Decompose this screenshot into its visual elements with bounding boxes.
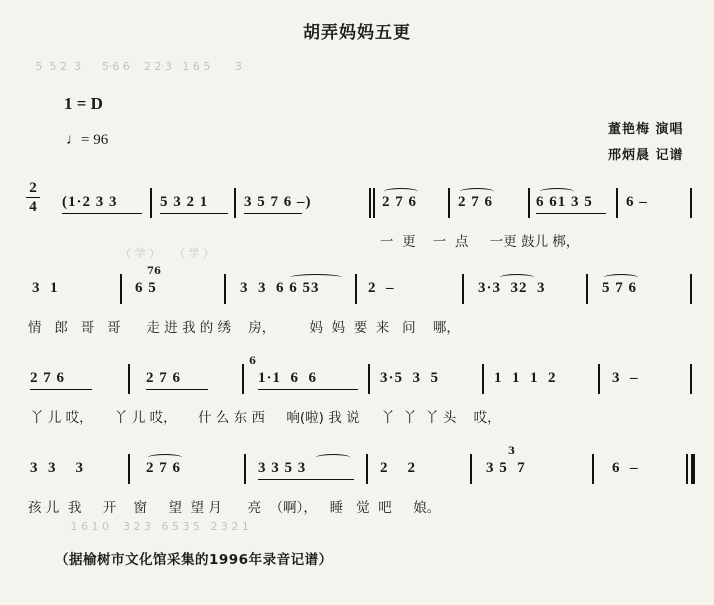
measure: 2 2 (380, 460, 416, 476)
lyrics-line: 情 郎 哥 哥 走 进 我 的 绣 房， 妈 妈 要 来 问 哪， (28, 320, 460, 336)
slur (148, 454, 182, 461)
barline (355, 274, 357, 304)
barline (592, 454, 594, 484)
barline (598, 364, 600, 394)
barline (690, 274, 692, 304)
beam-underline (30, 389, 92, 390)
lyrics-line: 孩 儿 我 开 窗 望 望 月 亮 （啊）， 睡 觉 吧 娘。 (28, 500, 441, 516)
score-line-4 (0, 448, 714, 518)
barline (482, 364, 484, 394)
barline (686, 454, 688, 484)
measure: 2 – (368, 280, 395, 296)
measure: 6 – (626, 194, 648, 210)
key-signature: 1 = D (64, 94, 103, 113)
measure: 3·5 3 5 (380, 370, 440, 386)
barline (366, 454, 368, 484)
barline (690, 188, 692, 218)
barline (448, 188, 450, 218)
source-note: （据榆树市文化馆采集的1996年录音记谱） (55, 552, 333, 568)
barline (462, 274, 464, 304)
measure: 1 1 1 2 (494, 370, 557, 386)
barline (224, 274, 226, 304)
beam-underline (244, 213, 302, 214)
measure: 3 3 5 3 (258, 460, 307, 476)
measure: 2 7 6 (30, 370, 65, 386)
barline (368, 364, 370, 394)
measure: 3 3 6 6 53 (240, 280, 320, 296)
barline (128, 454, 130, 484)
barline (120, 274, 122, 304)
lyrics-line: 一 更 一 点 一更 鼓儿 梆， (380, 234, 580, 250)
measure: 5 3 2 1 (160, 194, 209, 210)
slur (540, 188, 574, 195)
beam-underline (258, 479, 354, 480)
slur (460, 188, 494, 195)
measure: 6 5 (135, 280, 157, 296)
measure: 3 – (612, 370, 639, 386)
time-signature-bottom: 4 (29, 199, 37, 215)
barline (586, 274, 588, 304)
barline (234, 188, 236, 218)
barline (128, 364, 130, 394)
beam-underline (62, 213, 142, 214)
tempo-marking: ♩= 96 (66, 132, 109, 148)
measure: 1·1 6 6 (258, 370, 318, 386)
final-barline (691, 454, 695, 484)
slur (500, 274, 534, 281)
score-line-3 (0, 358, 714, 428)
show-through: 1 6 1 0 3 2 3 6 5 3 5 2 3 2 1 (60, 520, 270, 533)
measure: 3·3 32 3 (478, 280, 546, 296)
measure: 2 7 6 (146, 370, 181, 386)
transcriber-credit: 邢炳晨 记谱 (608, 148, 684, 163)
show-through: （ 学 ） （ 学 ） (120, 247, 295, 260)
measure: 5 7 6 (602, 280, 637, 296)
barline (690, 364, 692, 394)
score-line-1 (0, 182, 714, 252)
barline (528, 188, 530, 218)
grace-note: 3 (508, 446, 515, 457)
beam-underline (146, 389, 208, 390)
measure: (1·2 3 3 (62, 194, 118, 210)
measure: 2 7 6 (382, 194, 417, 210)
measure: 3 5 7 (486, 460, 526, 476)
measure: 3 1 (32, 280, 59, 296)
measure: 2 7 6 (458, 194, 493, 210)
beam-underline (160, 213, 228, 214)
barline (242, 364, 244, 394)
barline (150, 188, 152, 218)
show-through: 5 5 2 3 5·6 6 2 2·3 1 6 5 3 (18, 60, 253, 73)
song-title: 胡弄妈妈五更 (303, 23, 411, 43)
slur (316, 454, 350, 461)
beam-underline (258, 389, 358, 390)
score-line-2 (0, 268, 714, 338)
barline (470, 454, 472, 484)
performer-credit: 董艳梅 演唱 (608, 122, 684, 137)
time-signature-top: 2 (29, 180, 37, 196)
barline (616, 188, 618, 218)
measure: 3 3 3 (30, 460, 84, 476)
grace-note: 6 (249, 356, 256, 367)
measure: 6 61 3 5 (536, 194, 593, 210)
measure: 3 5 7 6 –) (244, 194, 312, 210)
beam-underline (536, 213, 606, 214)
slur (290, 274, 342, 281)
barline (373, 188, 375, 218)
lyrics-line: 丫 儿 哎， 丫 儿 哎， 什 么 东 西 响(啦) 我 说 丫 丫 丫 头 哎， (30, 410, 501, 426)
grace-note: 76 (147, 266, 161, 277)
measure: 6 – (612, 460, 639, 476)
measure: 2 7 6 (146, 460, 181, 476)
slur (384, 188, 418, 195)
slur (604, 274, 638, 281)
barline (369, 188, 371, 218)
barline (244, 454, 246, 484)
